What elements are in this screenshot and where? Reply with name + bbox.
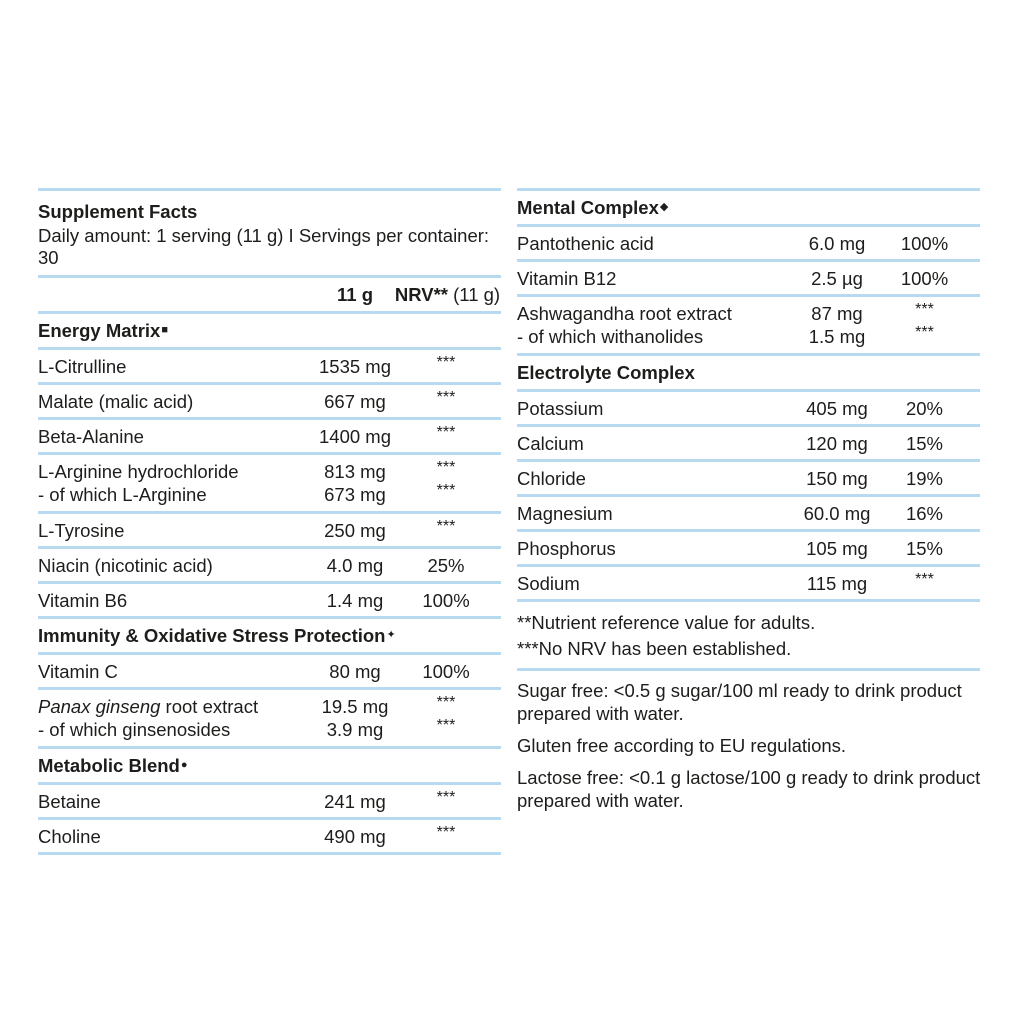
nutrient-name-line: Sodium xyxy=(517,572,580,594)
amount-value: 87 mg xyxy=(811,303,863,324)
nutrient-amount xyxy=(787,467,887,490)
table-row xyxy=(38,420,501,452)
sub-amount-value: 1.5 mg xyxy=(808,326,866,347)
nutrient-nrv xyxy=(892,467,957,490)
amount-value: 60.0 mg xyxy=(803,502,871,524)
table-row xyxy=(517,227,980,259)
table-row xyxy=(517,262,980,294)
amount-value: 150 mg xyxy=(806,467,868,489)
table-row xyxy=(38,350,501,382)
section-marker: ◆ xyxy=(659,201,669,213)
table-row xyxy=(38,820,501,852)
table-row xyxy=(517,297,980,353)
nutrient-nrv xyxy=(418,460,474,506)
amount-value: 667 mg xyxy=(324,390,386,412)
claim-lactose-free: Lactose free: <0.1 g lactose/100 g ready to drink product prepared with water. xyxy=(517,767,981,811)
nutrient-nrv xyxy=(892,502,957,525)
nutrient-nrv xyxy=(418,589,474,612)
amount-value: 105 mg xyxy=(806,537,868,559)
nutrient-name-line: Chloride xyxy=(517,467,586,489)
column-header-row xyxy=(38,278,501,311)
nrv-value: 20% xyxy=(905,397,944,419)
nutrient-nrv xyxy=(418,355,474,378)
amount-value: 250 mg xyxy=(324,519,386,541)
table-row xyxy=(517,392,980,424)
nrv-value: *** xyxy=(436,353,456,371)
amount-value: 1.4 mg xyxy=(326,589,384,611)
nutrient-name-line: Niacin (nicotinic acid) xyxy=(38,554,213,576)
amount-value: 115 mg xyxy=(806,572,868,594)
nutrient-amount xyxy=(300,390,410,413)
nrv-value: *** xyxy=(436,388,456,406)
immunity-section-title xyxy=(38,619,501,652)
nutrient-amount xyxy=(300,554,410,577)
nutrient-amount xyxy=(787,502,887,525)
section-marker: ■ xyxy=(161,324,169,336)
claim-gluten-free: Gluten free according to EU regulations. xyxy=(517,735,847,756)
nutrient-amount xyxy=(300,519,410,542)
nrv-value: 100% xyxy=(422,589,470,611)
nutrient-amount xyxy=(300,790,410,813)
table-row xyxy=(38,549,501,581)
nutrient-amount xyxy=(300,425,410,448)
immunity-section xyxy=(38,619,501,749)
nutrient-name-line: Calcium xyxy=(517,432,584,454)
nutrient-name-line: Phosphorus xyxy=(517,537,616,559)
nutrient-nrv xyxy=(418,425,474,448)
table-row xyxy=(38,655,501,687)
supplement-facts-left-column xyxy=(38,188,501,855)
sub-nrv-value: *** xyxy=(436,717,456,734)
nutrient-nrv xyxy=(892,267,957,290)
section-title: Immunity & Oxidative Stress Protection xyxy=(38,625,386,646)
nutrient-name-italic: Panax ginseng xyxy=(38,696,161,717)
table-row xyxy=(38,514,501,546)
nutrient-nrv xyxy=(892,232,957,255)
nrv-value: *** xyxy=(436,459,456,476)
col-amount-header: 11 g xyxy=(337,284,373,305)
nrv-value: *** xyxy=(436,517,456,535)
nutrient-name-line: Betaine xyxy=(38,790,101,812)
amount-value: 241 mg xyxy=(324,790,386,812)
nutrient-amount xyxy=(300,589,410,612)
claims xyxy=(517,671,980,812)
nutrient-nrv xyxy=(418,825,474,848)
section-title: Energy Matrix xyxy=(38,320,161,341)
section-title: Electrolyte Complex xyxy=(517,362,695,383)
nutrient-name-line: L-Citrulline xyxy=(38,355,127,377)
amount-value: 490 mg xyxy=(324,825,386,847)
nutrient-amount xyxy=(300,355,410,378)
nutrient-amount xyxy=(300,660,410,683)
amount-value: 1400 mg xyxy=(319,425,391,447)
nutrient-name-line: Vitamin B6 xyxy=(38,589,128,611)
footnote-nrv: **Nutrient reference value for adults. xyxy=(517,612,816,633)
nutrient-amount xyxy=(787,232,887,255)
claim-sugar-free: Sugar free: <0.5 g sugar/100 ml ready to drink product prepared with water. xyxy=(517,680,962,724)
nutrient-name-rest: root extract xyxy=(160,696,259,717)
nrv-value: 25% xyxy=(427,554,465,576)
nutrient-amount xyxy=(300,695,410,741)
nrv-value: *** xyxy=(436,694,456,711)
col-nrv-header: NRV** (11 g) xyxy=(394,284,501,305)
amount-value: 405 mg xyxy=(806,397,868,419)
nutrient-nrv xyxy=(418,519,474,542)
nutrient-name-line: Magnesium xyxy=(517,502,613,524)
nutrient-nrv xyxy=(892,397,957,420)
mental-section-title xyxy=(517,191,980,224)
supplement-facts-right-column xyxy=(517,188,980,812)
nrv-value: *** xyxy=(915,570,934,588)
nutrient-name-line: Vitamin B12 xyxy=(517,267,617,289)
nutrient-name-line: Malate (malic acid) xyxy=(38,390,194,412)
nrv-value: *** xyxy=(436,788,456,806)
footnotes xyxy=(517,602,980,668)
sub-nrv-value: *** xyxy=(915,324,934,341)
electrolyte-complex-section xyxy=(517,356,980,599)
facts-header xyxy=(38,191,501,269)
nutrient-nrv xyxy=(892,537,957,560)
divider xyxy=(38,852,501,855)
page-title: Supplement Facts xyxy=(38,201,198,222)
amount-value: 2.5 µg xyxy=(811,267,863,289)
footnote-no-nrv: ***No NRV has been established. xyxy=(517,638,792,659)
amount-value: 6.0 mg xyxy=(808,232,866,254)
nrv-value: 100% xyxy=(900,232,949,254)
nutrient-amount xyxy=(787,537,887,560)
nutrient-name-line: Ashwagandha root extract xyxy=(517,303,732,324)
nutrient-subname: - of which ginsenosides xyxy=(38,719,231,740)
nutrient-name-line: Beta-Alanine xyxy=(38,425,144,447)
table-row xyxy=(517,427,980,459)
metabolic-blend-section xyxy=(38,749,501,855)
section-title: Mental Complex xyxy=(517,197,659,218)
energy-section-title xyxy=(38,314,501,347)
nrv-value: *** xyxy=(436,423,456,441)
nutrient-nrv xyxy=(418,660,474,683)
amount-value: 4.0 mg xyxy=(326,554,384,576)
energy-matrix-section xyxy=(38,314,501,619)
nrv-value: 100% xyxy=(422,660,470,682)
nrv-value: 15% xyxy=(905,537,944,559)
nutrient-name-line: L-Tyrosine xyxy=(38,519,125,541)
section-marker: ● xyxy=(180,759,188,771)
metabolic-section-title xyxy=(38,749,501,782)
daily-amount: Daily amount: 1 serving (11 g) I Servings per container: 30 xyxy=(38,225,490,268)
nutrient-name-line: L-Arginine hydrochloride xyxy=(38,461,239,482)
nutrient-amount xyxy=(300,460,410,506)
sub-nrv-value: *** xyxy=(436,482,456,499)
amount-value: 80 mg xyxy=(329,660,381,682)
amount-value: 813 mg xyxy=(324,461,386,482)
nutrient-nrv xyxy=(892,572,957,595)
nutrient-amount xyxy=(787,302,887,348)
section-marker: ✦ xyxy=(386,629,396,641)
table-row xyxy=(517,462,980,494)
nrv-value: 16% xyxy=(905,502,944,524)
nutrient-amount xyxy=(787,572,887,595)
nutrient-nrv xyxy=(892,302,957,348)
section-title: Metabolic Blend xyxy=(38,755,180,776)
nrv-value: 100% xyxy=(900,267,949,289)
nutrient-nrv xyxy=(418,790,474,813)
electrolyte-section-title xyxy=(517,356,980,389)
nrv-value: *** xyxy=(436,823,456,841)
amount-value: 19.5 mg xyxy=(321,696,389,717)
table-row xyxy=(517,497,980,529)
nutrient-nrv xyxy=(418,390,474,413)
nutrient-subname: - of which withanolides xyxy=(517,326,704,347)
nutrient-nrv xyxy=(418,695,474,741)
table-row xyxy=(38,455,501,511)
nutrient-name-line: Potassium xyxy=(517,397,604,419)
nutrient-name-line: Vitamin C xyxy=(38,660,118,682)
nrv-value: *** xyxy=(915,301,934,318)
nutrient-subname: - of which L-Arginine xyxy=(38,484,207,505)
table-row xyxy=(517,567,980,599)
table-row xyxy=(517,532,980,564)
amount-value: 1535 mg xyxy=(319,355,391,377)
nutrient-name-line: Pantothenic acid xyxy=(517,232,654,254)
nutrient-amount xyxy=(300,825,410,848)
amount-value: 120 mg xyxy=(806,432,868,454)
table-row xyxy=(38,690,501,746)
sub-amount-value: 673 mg xyxy=(324,484,386,505)
table-row xyxy=(38,785,501,817)
table-row xyxy=(38,385,501,417)
sub-amount-value: 3.9 mg xyxy=(326,719,384,740)
nutrient-amount xyxy=(787,432,887,455)
nutrient-nrv xyxy=(892,432,957,455)
nrv-value: 15% xyxy=(905,432,944,454)
nutrient-name-line: Choline xyxy=(38,825,101,847)
nutrient-amount xyxy=(787,397,887,420)
nrv-value: 19% xyxy=(905,467,944,489)
nutrient-amount xyxy=(787,267,887,290)
nutrient-nrv xyxy=(418,554,474,577)
table-row xyxy=(38,584,501,616)
mental-complex-section xyxy=(517,191,980,356)
